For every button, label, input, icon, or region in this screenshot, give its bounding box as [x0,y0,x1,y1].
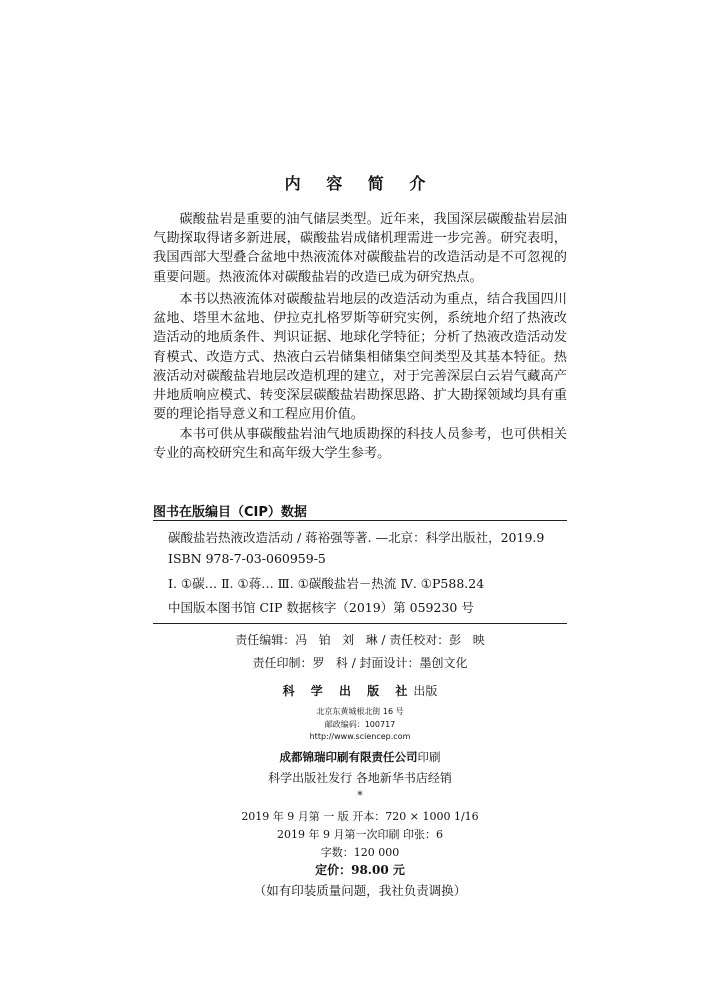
editor-credits: 责任编辑：冯 铂 刘 琳 / 责任校对：彭 映 [235,633,485,647]
cip-classification-line: Ⅰ. ①碳… Ⅱ. ①蒋… Ⅲ. ①碳酸盐岩－热流 Ⅳ. ①P588.24 [168,576,485,591]
production-credits: 责任印制：罗 科 / 封面设计：墨创文化 [252,656,468,670]
cip-title-line: 碳酸盐岩热液改造活动 / 蒋裕强等著. —北京：科学出版社，2019.9 [168,530,545,545]
distribution-line: 科学出版社发行 各地新华书店经销 [268,771,452,785]
separator-asterisk: * [357,789,363,802]
intro-paragraph-3: 本书可供从事碳酸盐岩油气地质勘探的科技人员参考，也可供相关专业的高校研究生和高年级大学生参考。 [153,427,567,462]
printing-line: 2019 年 9 月第一次印刷 印张：6 [277,828,443,841]
word-count: 字数：120 000 [320,846,400,859]
intro-paragraph-1: 碳酸盐岩是重要的油气储层类型。近年来，我国深层碳酸盐岩层油气勘探取得诸多新进展，碳酸盐岩成储机理需进一步完善。研究表明，我国西部大型叠合盆地中热液流体对碳酸盐岩的改造活动是不可忽视的重要问题。热液流体对碳酸盐岩的改造已成为研究热点。 [153,212,567,285]
quality-note: （如有印装质量问题，我社负责调换） [253,883,467,898]
intro-paragraph-2: 本书以热液流体对碳酸盐岩地层的改造活动为重点，结合我国四川盆地、塔里木盆地、伊拉克扎格罗斯等研究实例，系统地介绍了热液改造活动的地质条件、判识证据、地球化学特征；分析了热液改造活动发育模式、改造方式、热液白云岩储集相储集空间类型及其基本特征。热液活动对碳酸盐岩地层改造机理的建立，对于完善深层白云岩气藏高产井地质响应模式、转变深层碳酸盐岩勘探思路、扩大勘探领域均具有重要的理论指导意义和工程应用价值。 [153,292,567,423]
printer-line [0,749,720,765]
publisher-line [0,682,720,699]
page-title: 内 容 简 介 [284,174,436,193]
printer-name: 成都锦瑞印刷有限责任公司 [279,750,418,764]
edition-line: 2019 年 9 月第 一 版 开本：720 × 1000 1/16 [241,810,479,823]
cip-isbn-line: ISBN 978-7-03-060959-5 [168,551,326,566]
publisher-postcode: 邮政编码：100717 [324,720,396,729]
publisher-website: http://www.sciencep.com [309,732,411,741]
price: 定价：98.00 元 [315,863,405,877]
publisher-address: 北京东黄城根北街 16 号 [316,707,404,716]
cip-top-rule [153,520,567,521]
cip-record-line: 中国版本图书馆 CIP 数据核字（2019）第 059230 号 [168,600,474,615]
cip-bottom-rule [153,623,567,624]
cip-heading: 图书在版编目（CIP）数据 [153,505,307,520]
publisher-suffix: 出版 [413,684,438,698]
printer-suffix: 印刷 [417,750,441,764]
publisher-name: 科 学 出 版 社 [282,684,414,698]
